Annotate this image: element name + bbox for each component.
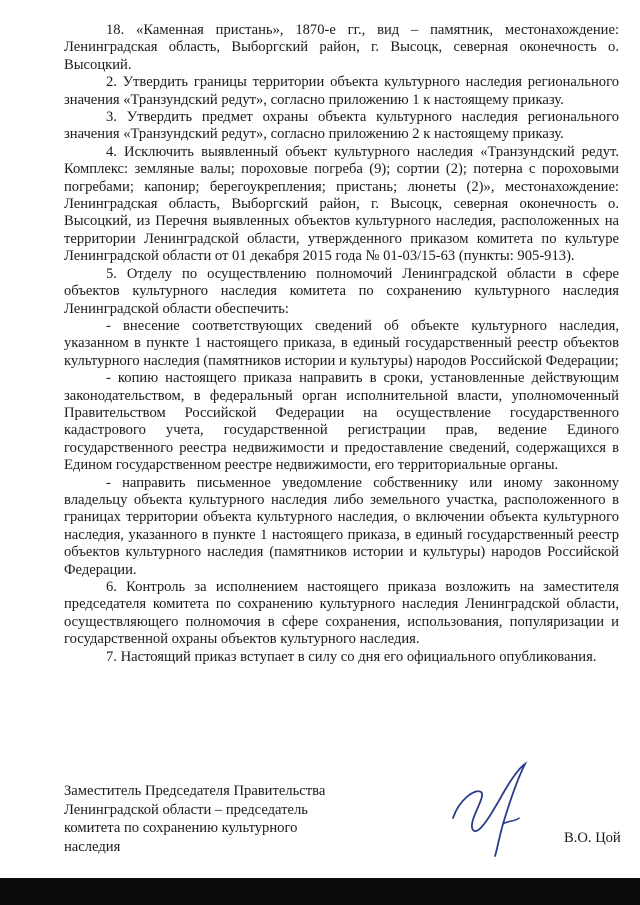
paragraph-2: 2. Утвердить границы территории объекта культурного наследия регионального значения «Транзундский редут», согласно приложению 1 к настоящему приказу. xyxy=(64,74,619,108)
handwritten-signature xyxy=(445,760,555,860)
document-body xyxy=(64,22,619,666)
paragraph-5-bullet-1: - внесение соответствующих сведений об объекте культурного наследия, указанном в пункте 1 настоящего приказа, в единый государственный реестр объектов культурного наследия (памятников истории и культуры) народов Российской Федерации; xyxy=(64,317,619,369)
scan-edge-bar xyxy=(0,878,640,905)
paragraph-5-bullet-3: - направить письменное уведомление собственнику или иному законному владельцу объекта культурного наследия либо земельного участка, расположенного в границах территории объекта культурного наследия, о включении объекта культурного наследия, указанного в пункте 1 настоящего приказа, в единый государственный реестр объектов культурного наследия (памятников истории и культуры) народов Российской Федерации. xyxy=(64,474,619,578)
paragraph-5-bullet-2: - копию настоящего приказа направить в сроки, установленные действующим законодательством, в федеральный орган исполнительной власти, уполномоченный Правительством Российской Федерации на осуществление государственного кадастрового учета, государственной регистрации прав, ведение Единого государственного реестра недвижимости и предоставление сведений, содержащихся в Едином государственном реестре недвижимости, его территориальные органы. xyxy=(64,370,619,474)
paragraph-5: 5. Отделу по осуществлению полномочий Ленинградской области в сфере объектов культурного наследия комитета по сохранению культурного наследия Ленинградской области обеспечить: xyxy=(64,265,619,317)
signer-title-line: Ленинградской области – председатель xyxy=(64,801,308,818)
signer-name: В.О. Цой xyxy=(564,830,621,846)
paragraph-7: 7. Настоящий приказ вступает в силу со дня его официального опубликования. xyxy=(106,648,597,665)
signer-title-line: наследия xyxy=(64,838,121,855)
paragraph-item-18: 18. «Каменная пристань», 1870-е гг., вид – памятник, местонахождение: Ленинградская область, Выборгский район, г. Высоцк, северная оконечность о. Высоцкий. xyxy=(64,22,619,73)
signer-title-line: Заместитель Председателя Правительства xyxy=(64,783,326,799)
signer-title-line: комитета по сохранению культурного xyxy=(64,820,298,836)
signature-block xyxy=(64,782,364,856)
paragraph-6: 6. Контроль за исполнением настоящего приказа возложить на заместителя председателя комитета по сохранению культурного наследия Ленинградской области, осуществляющего полномочия в сфере сохранения, использования, популяризации и государственной охраны объектов культурного наследия. xyxy=(64,579,619,648)
paragraph-4: 4. Исключить выявленный объект культурного наследия «Транзундский редут. Комплекс: земляные валы; пороховые погреба (9); сортии (2); потерна с пороховыми погребами; капонир; берегоукрепления; пристань; люнеты (2)», местонахождение: Ленинградская область, Выборгский район, г. Высоцк, северная оконечность о. Высоцкий, из Перечня выявленных объектов культурного наследия, расположенных на территории Ленинградской области, утвержденного приказом комитета по культуре Ленинградской области от 01 декабря 2015 года № 01-03/15-63 (пункты: 905-913). xyxy=(64,143,619,265)
paragraph-3: 3. Утвердить предмет охраны объекта культурного наследия регионального значения «Транзундский редут», согласно приложению 2 к настоящему приказу. xyxy=(64,109,619,143)
